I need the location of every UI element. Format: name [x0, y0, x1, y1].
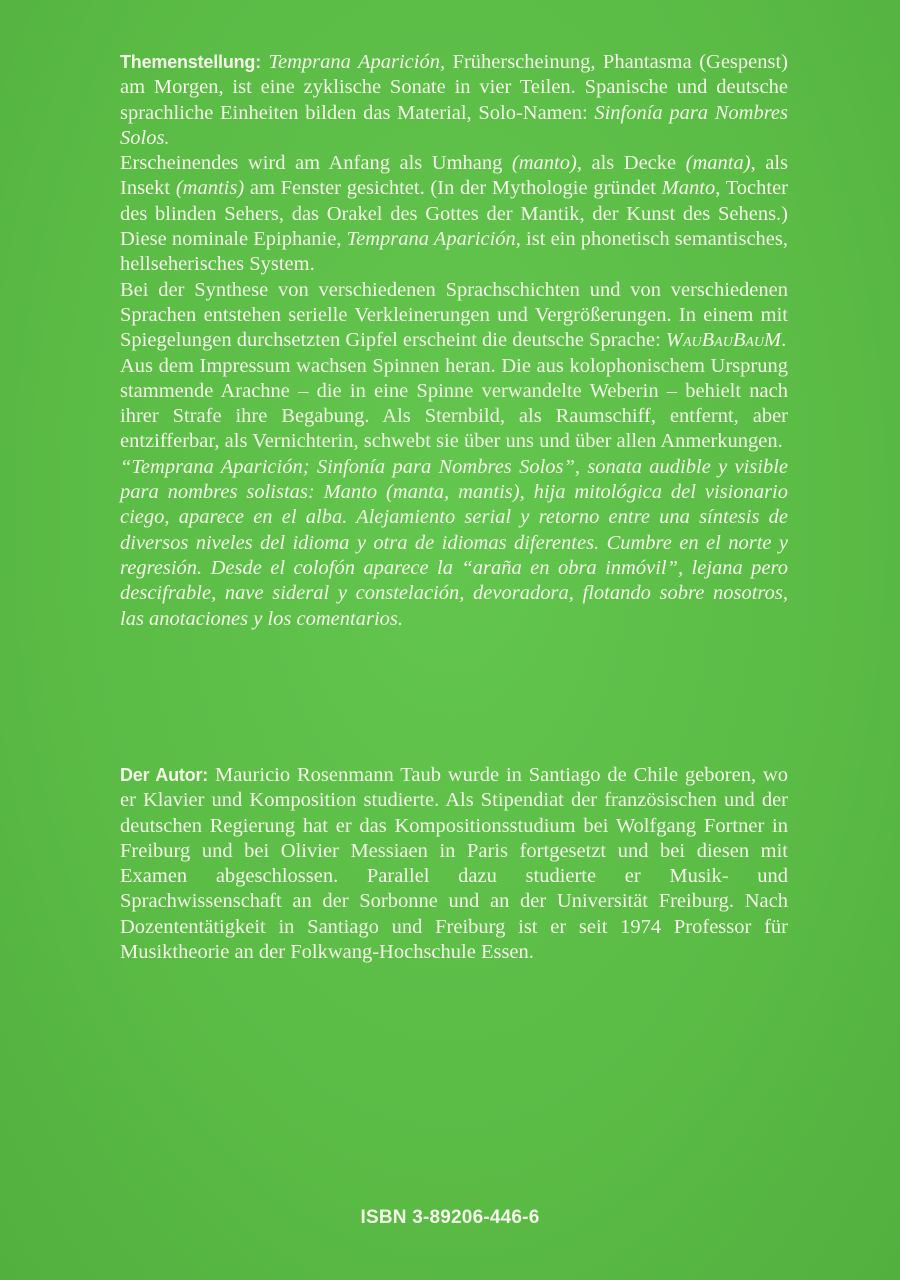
- author-paragraph: [120, 763, 788, 965]
- theme-paragraph-3: [120, 278, 788, 354]
- theme-p2-italic: (manto): [511, 152, 577, 175]
- theme-p2-italic: Manto: [661, 177, 716, 200]
- theme-p2-text: Erscheinendes wird am Anfang als Umhang: [120, 152, 512, 175]
- author-section: [120, 763, 788, 965]
- theme-p3-text: .: [781, 329, 787, 352]
- theme-p2-text: , als Decke: [576, 152, 686, 175]
- isbn-number: ISBN 3-89206-446-6: [360, 1207, 540, 1228]
- theme-paragraph-1: [120, 50, 788, 151]
- theme-p1-text: , Früherscheinung, Phantasma (Gespenst) am Morgen, ist eine zyklische Sonate in vier Teilen. Spanische und deutsche sprachliche Einheiten bilden das Material, Solo-Namen:: [120, 51, 788, 124]
- theme-p2-text: , Tochter des blinden Sehers, das Orakel des Gottes der Mantik, der Kunst des Sehens.) Diese nominale Epiphanie,: [120, 177, 788, 251]
- theme-p1-italic: Temprana Aparición: [268, 51, 440, 73]
- theme-paragraph-2: [120, 151, 788, 277]
- theme-p3-text: Bei der Synthese von verschiedenen Sprachschichten und von verschiedenen Sprachen entstehen serielle Verkleinerungen und Vergrößerungen. In einem mit Spiegelungen durchsetzten Gipfel erscheint die deutsche Sprache:: [120, 278, 788, 352]
- theme-paragraph-4: Aus dem Impressum wachsen Spinnen heran. Die aus kolophonischem Ursprung stammende Arachne – die in eine Spinne verwandelte Weberin – behielt nach ihrer Strafe ihre Begabung. Als Sternbild, als Raumschiff, entfernt, aber entzifferbar, als Vernichterin, schwebt sie über uns und über allen Anmerkungen.: [120, 354, 788, 453]
- theme-p2-italic: (manta): [685, 152, 751, 175]
- author-text: Mauricio Rosenmann Taub wurde in Santiago de Chile geboren, wo er Klavier und Komposition studierte. Als Stipendiat der französischen und der deutschen Regierung hat er das Kompositionsstudium bei Wolfgang Fortner in Freiburg und bei Olivier Messiaen in Paris fortgesetzt und bei diesen mit Examen abgeschlossen. Parallel dazu studierte er Musik- und Sprachwissenschaft an der Sorbonne und an der Universität Freiburg. Nach Dozententätigkeit in Santiago und Freiburg ist er seit 1974 Professor für Musiktheorie an der Folkwang-Hochschule Essen.: [120, 764, 788, 964]
- theme-paragraph-5-spanish: [120, 455, 788, 632]
- theme-p2-text: am Fenster gesichtet. (In der Mythologie gründet: [244, 177, 662, 200]
- theme-section: [120, 50, 788, 632]
- theme-p2-italic: (mantis): [175, 177, 245, 200]
- author-heading: Der Autor:: [120, 765, 209, 785]
- theme-p1-italic: Sinfonía para Nombres Solos.: [120, 101, 788, 149]
- theme-p2-text: ist ein phonetisch semantisches, hellseherisches System.: [120, 228, 788, 276]
- theme-p5-italic: “Temprana Aparición; Sinfonía para Nombres Solos”, sonata audible y visible para nombres solistas: Manto (manta, mantis), hija mitológica del visionario ciego, aparece en el alba. Alejamiento serial y retorno entre una síntesis de diversos niveles del idioma y otra de idiomas diferentes. Cumbre en el norte y regresión. Desde el colofón aparece la “araña en obra inmóvil”, lejana pero descifrable, nave sideral y constelación, devoradora, flotando sobre nosotros, las anotaciones y los comentarios.: [120, 455, 788, 630]
- theme-heading: Themenstellung:: [120, 52, 262, 72]
- theme-p2-text: , als Insekt: [120, 152, 788, 200]
- theme-p2-italic: Temprana Aparición,: [346, 228, 521, 251]
- wau-bau-baum: WauBauBauM: [665, 329, 782, 352]
